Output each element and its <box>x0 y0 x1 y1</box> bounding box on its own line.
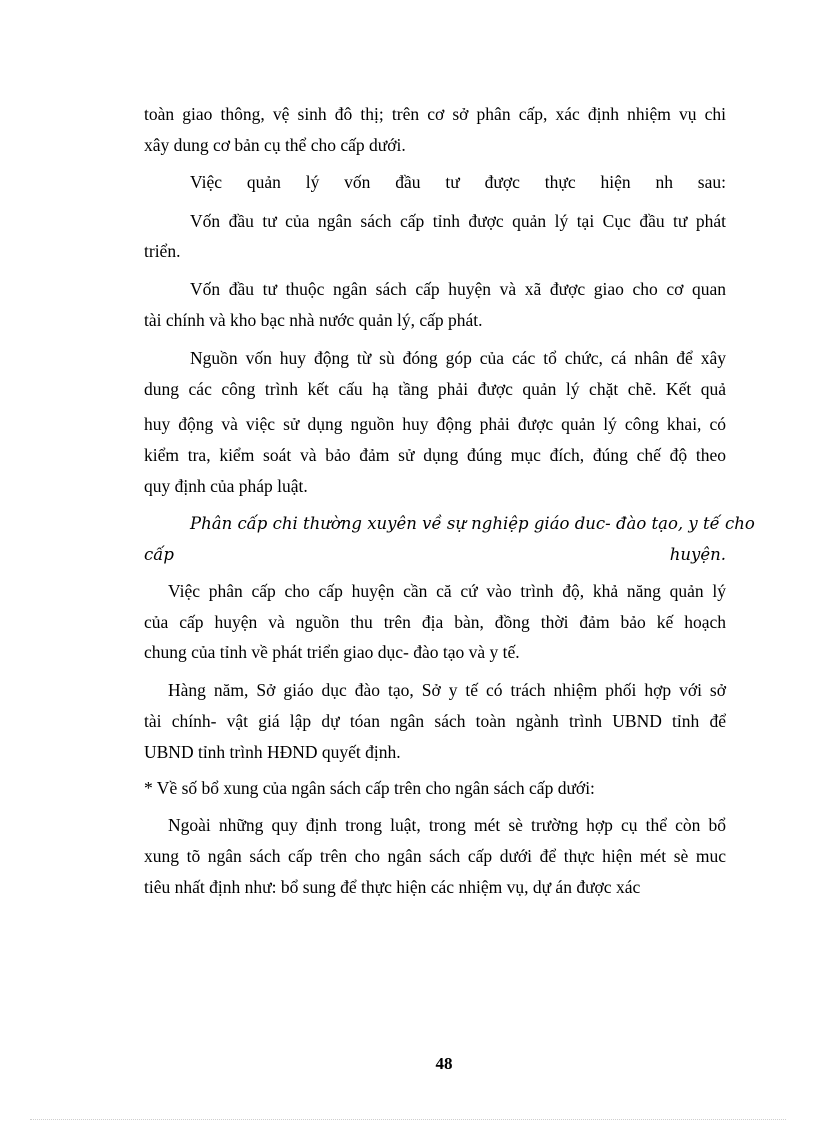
body-line: huy động và việc sử dụng nguồn huy động phải được quản lý công khai, có <box>144 414 726 434</box>
body-line: UBND tỉnh trình HĐND quyết định. <box>144 742 401 762</box>
body-line: Ngoài những quy định trong luật, trong mét sè trường hợp cụ thể còn bổ <box>168 815 726 835</box>
body-line: Việc phân cấp cho cấp huyện cần că cứ vào trình độ, khả năng quản lý <box>168 581 726 601</box>
body-line: * Về số bổ xung của ngân sách cấp trên cho ngân sách cấp dưới: <box>144 778 595 798</box>
page-number: 48 <box>435 1054 453 1073</box>
section-heading-line: Phân cấp chi thường xuyên về sự nghiệp giáo duc- đào tạo, y tế cho <box>190 514 755 533</box>
body-line: của cấp huyện và nguồn thu trên địa bàn, đồng thời đảm bảo kế hoạch <box>144 612 726 632</box>
body-line: Việc quản lý vốn đầu tư được thực hiện nh sau: <box>190 172 726 192</box>
body-line: kiểm tra, kiểm soát và bảo đảm sử dụng đúng mục đích, đúng chế độ theo <box>144 445 726 465</box>
body-line: tài chính và kho bạc nhà nước quản lý, cấp phát. <box>144 310 483 330</box>
body-line: xung tõ ngân sách cấp trên cho ngân sách cấp dưới để thực hiện mét sè muc <box>144 846 726 866</box>
body-line: toàn giao thông, vệ sinh đô thị; trên cơ sở phân cấp, xác định nhiệm vụ chi <box>144 104 726 124</box>
body-line: Vốn đầu tư thuộc ngân sách cấp huyện và xã được giao cho cơ quan <box>190 279 726 299</box>
body-line: dung các công trình kết cấu hạ tầng phải được quản lý chặt chẽ. Kết quả <box>144 379 726 399</box>
body-line: Vốn đầu tư của ngân sách cấp tỉnh được quản lý tại Cục đầu tư phát <box>190 211 726 231</box>
body-line: chung của tỉnh về phát triển giao dục- đào tạo và y tế. <box>144 642 520 662</box>
body-line: Hàng năm, Sở giáo dục đào tạo, Sở y tế có trách nhiệm phối hợp với sở <box>168 680 726 700</box>
page-divider <box>30 1119 786 1120</box>
section-heading-line: cấp huyện. <box>144 545 726 564</box>
body-line: Nguồn vốn huy động từ sù đóng góp của các tổ chức, cá nhân để xây <box>190 348 726 368</box>
body-line: triển. <box>144 241 181 261</box>
body-line: tài chính- vật giá lập dự tóan ngân sách toàn ngành trình UBND tỉnh để <box>144 711 726 731</box>
body-line: tiêu nhất định như: bổ sung để thực hiện các nhiệm vụ, dự án được xác <box>144 877 641 897</box>
body-line: xây dung cơ bản cụ thể cho cấp dưới. <box>144 135 406 155</box>
body-line: quy định của pháp luật. <box>144 476 308 496</box>
